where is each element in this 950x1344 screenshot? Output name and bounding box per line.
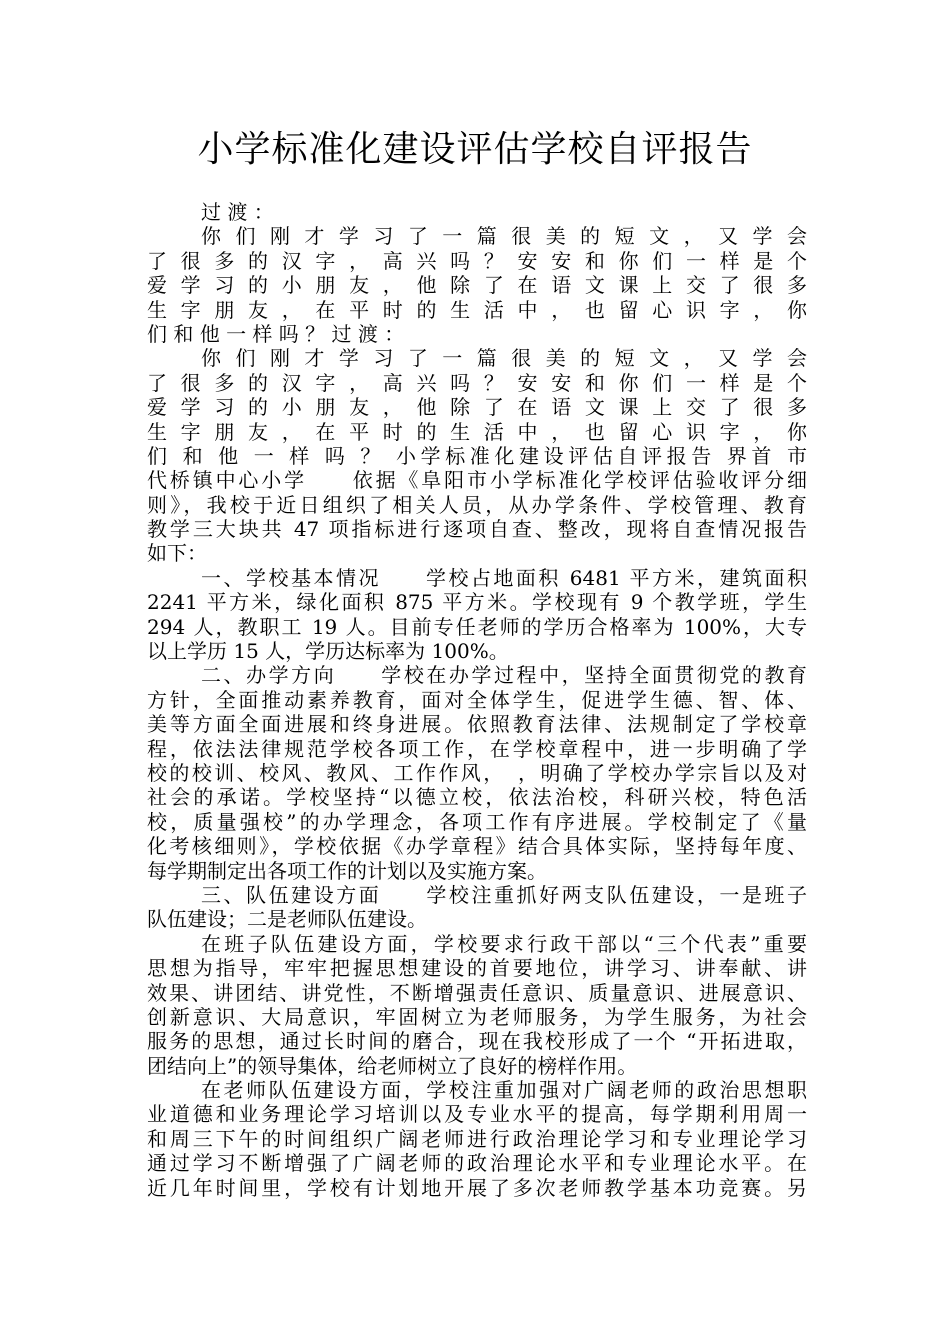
text-line: 和周三下午的时间组织广阔老师进行政治理论学习和专业理论学习 [147,1126,807,1151]
text-line: 团结向上”的领导集体，给老师树立了良好的榜样作用。 [147,1053,638,1078]
text-line: 二、办学方向 学校在办学过程中，坚持全面贯彻党的教育 [201,663,807,688]
text-line: 教学三大块共 47 项指标进行逐项自查、整改，现将自查情况报告 [147,517,807,542]
text-line: 代桥镇中心小学 依据《阜阳市小学标准化学校评估验收评分细 [147,468,807,493]
text-line: 你 们 刚 才 学 习 了 一 篇 很 美 的 短 文 ， 又 学 会 [201,346,807,371]
text-line: 你 们 刚 才 学 习 了 一 篇 很 美 的 短 文 ， 又 学 会 [201,224,807,249]
text-line: 创新意识、大局意识，牢固树立为老师服务，为学生服务，为社会 [147,1004,807,1029]
text-line: 校的校训、校风、教风、工作作风， ，明确了学校办学宗旨以及对 [147,760,807,785]
text-line: 美等方面全面进展和终身进展。依照教育法律、法规制定了学校章 [147,712,807,737]
text-line: 每学期制定出各项工作的计划以及实施方案。 [147,858,547,883]
text-line: 业道德和业务理论学习培训以及专业水平的提高，每学期利用周一 [147,1102,807,1127]
text-line: 过 渡 ： [201,200,274,224]
text-line: 爱 学 习 的 小 朋 友 ， 他 除 了 在 语 文 课 上 交 了 很 多 [147,273,807,298]
page-title: 小学标准化建设评估学校自评报告 [197,129,753,170]
text-line: 程，依法法律规范学校各项工作，在学校章程中，进一步明确了学 [147,736,807,761]
text-line: 社会的承诺。学校坚持“以德立校，依法治校，科研兴校，特色活 [147,785,807,810]
text-line: 化考核细则》，学校依据《办学章程》结合具体实际，坚持每年度、 [147,834,807,859]
text-line: 们 和 他 一 样 吗 ？ 小学标准化建设评估自评报告 界首 市 [147,443,807,468]
text-line: 294 人，教职工 19 人。目前专任老师的学历合格率为 100%，大专 [147,614,807,639]
text-line: 了 很 多 的 汉 字 ， 高 兴 吗 ？ 安 安 和 你 们 一 样 是 个 [147,370,807,395]
text-line: 在班子队伍建设方面，学校要求行政干部以“三个代表”重要 [201,931,807,956]
text-line: 生 字 朋 友 ， 在 平 时 的 生 活 中 ， 也 留 心 识 字 ， 你 [147,297,807,322]
text-line: 爱 学 习 的 小 朋 友 ， 他 除 了 在 语 文 课 上 交 了 很 多 [147,395,807,420]
text-line: 如下： [147,541,207,566]
text-line: 通过学习不断增强了广阔老师的政治理论水平和专业理论水平。在 [147,1151,807,1176]
text-line: 校，质量强校”的办学理念，各项工作有序进展。学校制定了《量 [147,809,807,834]
text-line: 效果、讲团结、讲党性，不断增强责任意识、质量意识、进展意识、 [147,980,807,1005]
text-line: 在老师队伍建设方面，学校注重加强对广阔老师的政治思想职 [201,1078,807,1103]
text-line: 以上学历 15 人，学历达标率为 100%。 [147,639,509,664]
body-text [147,200,807,1200]
text-line: 生 字 朋 友 ， 在 平 时 的 生 活 中 ， 也 留 心 识 字 ， 你 [147,419,807,444]
text-line: 则》，我校于近日组织了相关人员，从办学条件、学校管理、教育 [147,492,807,517]
text-line: 服务的思想，通过长时间的磨合，现在我校形成了一个 “开拓进取， [147,1029,807,1054]
text-line: 思想为指导，牢牢把握思想建设的首要地位，讲学习、讲奉献、讲 [147,956,807,981]
text-line: 方针，全面推动素养教育，面对全体学生，促进学生德、智、体、 [147,687,807,712]
text-line: 2241 平方米，绿化面积 875 平方米。学校现有 9 个教学班，学生 [147,590,807,615]
text-line: 近几年时间里，学校有计划地开展了多次老师教学基本功竞赛。另 [147,1175,807,1200]
text-line: 三、队伍建设方面 学校注重抓好两支队伍建设，一是班子 [201,882,807,907]
text-line: 一、学校基本情况 学校占地面积 6481 平方米，建筑面积 [201,565,807,590]
text-line: 们 和 他 一 样 吗 ？ 过 渡 ： [147,321,405,346]
text-line: 队伍建设；二是老师队伍建设。 [147,907,427,932]
text-line: 了 很 多 的 汉 字 ， 高 兴 吗 ？ 安 安 和 你 们 一 样 是 个 [147,248,807,273]
